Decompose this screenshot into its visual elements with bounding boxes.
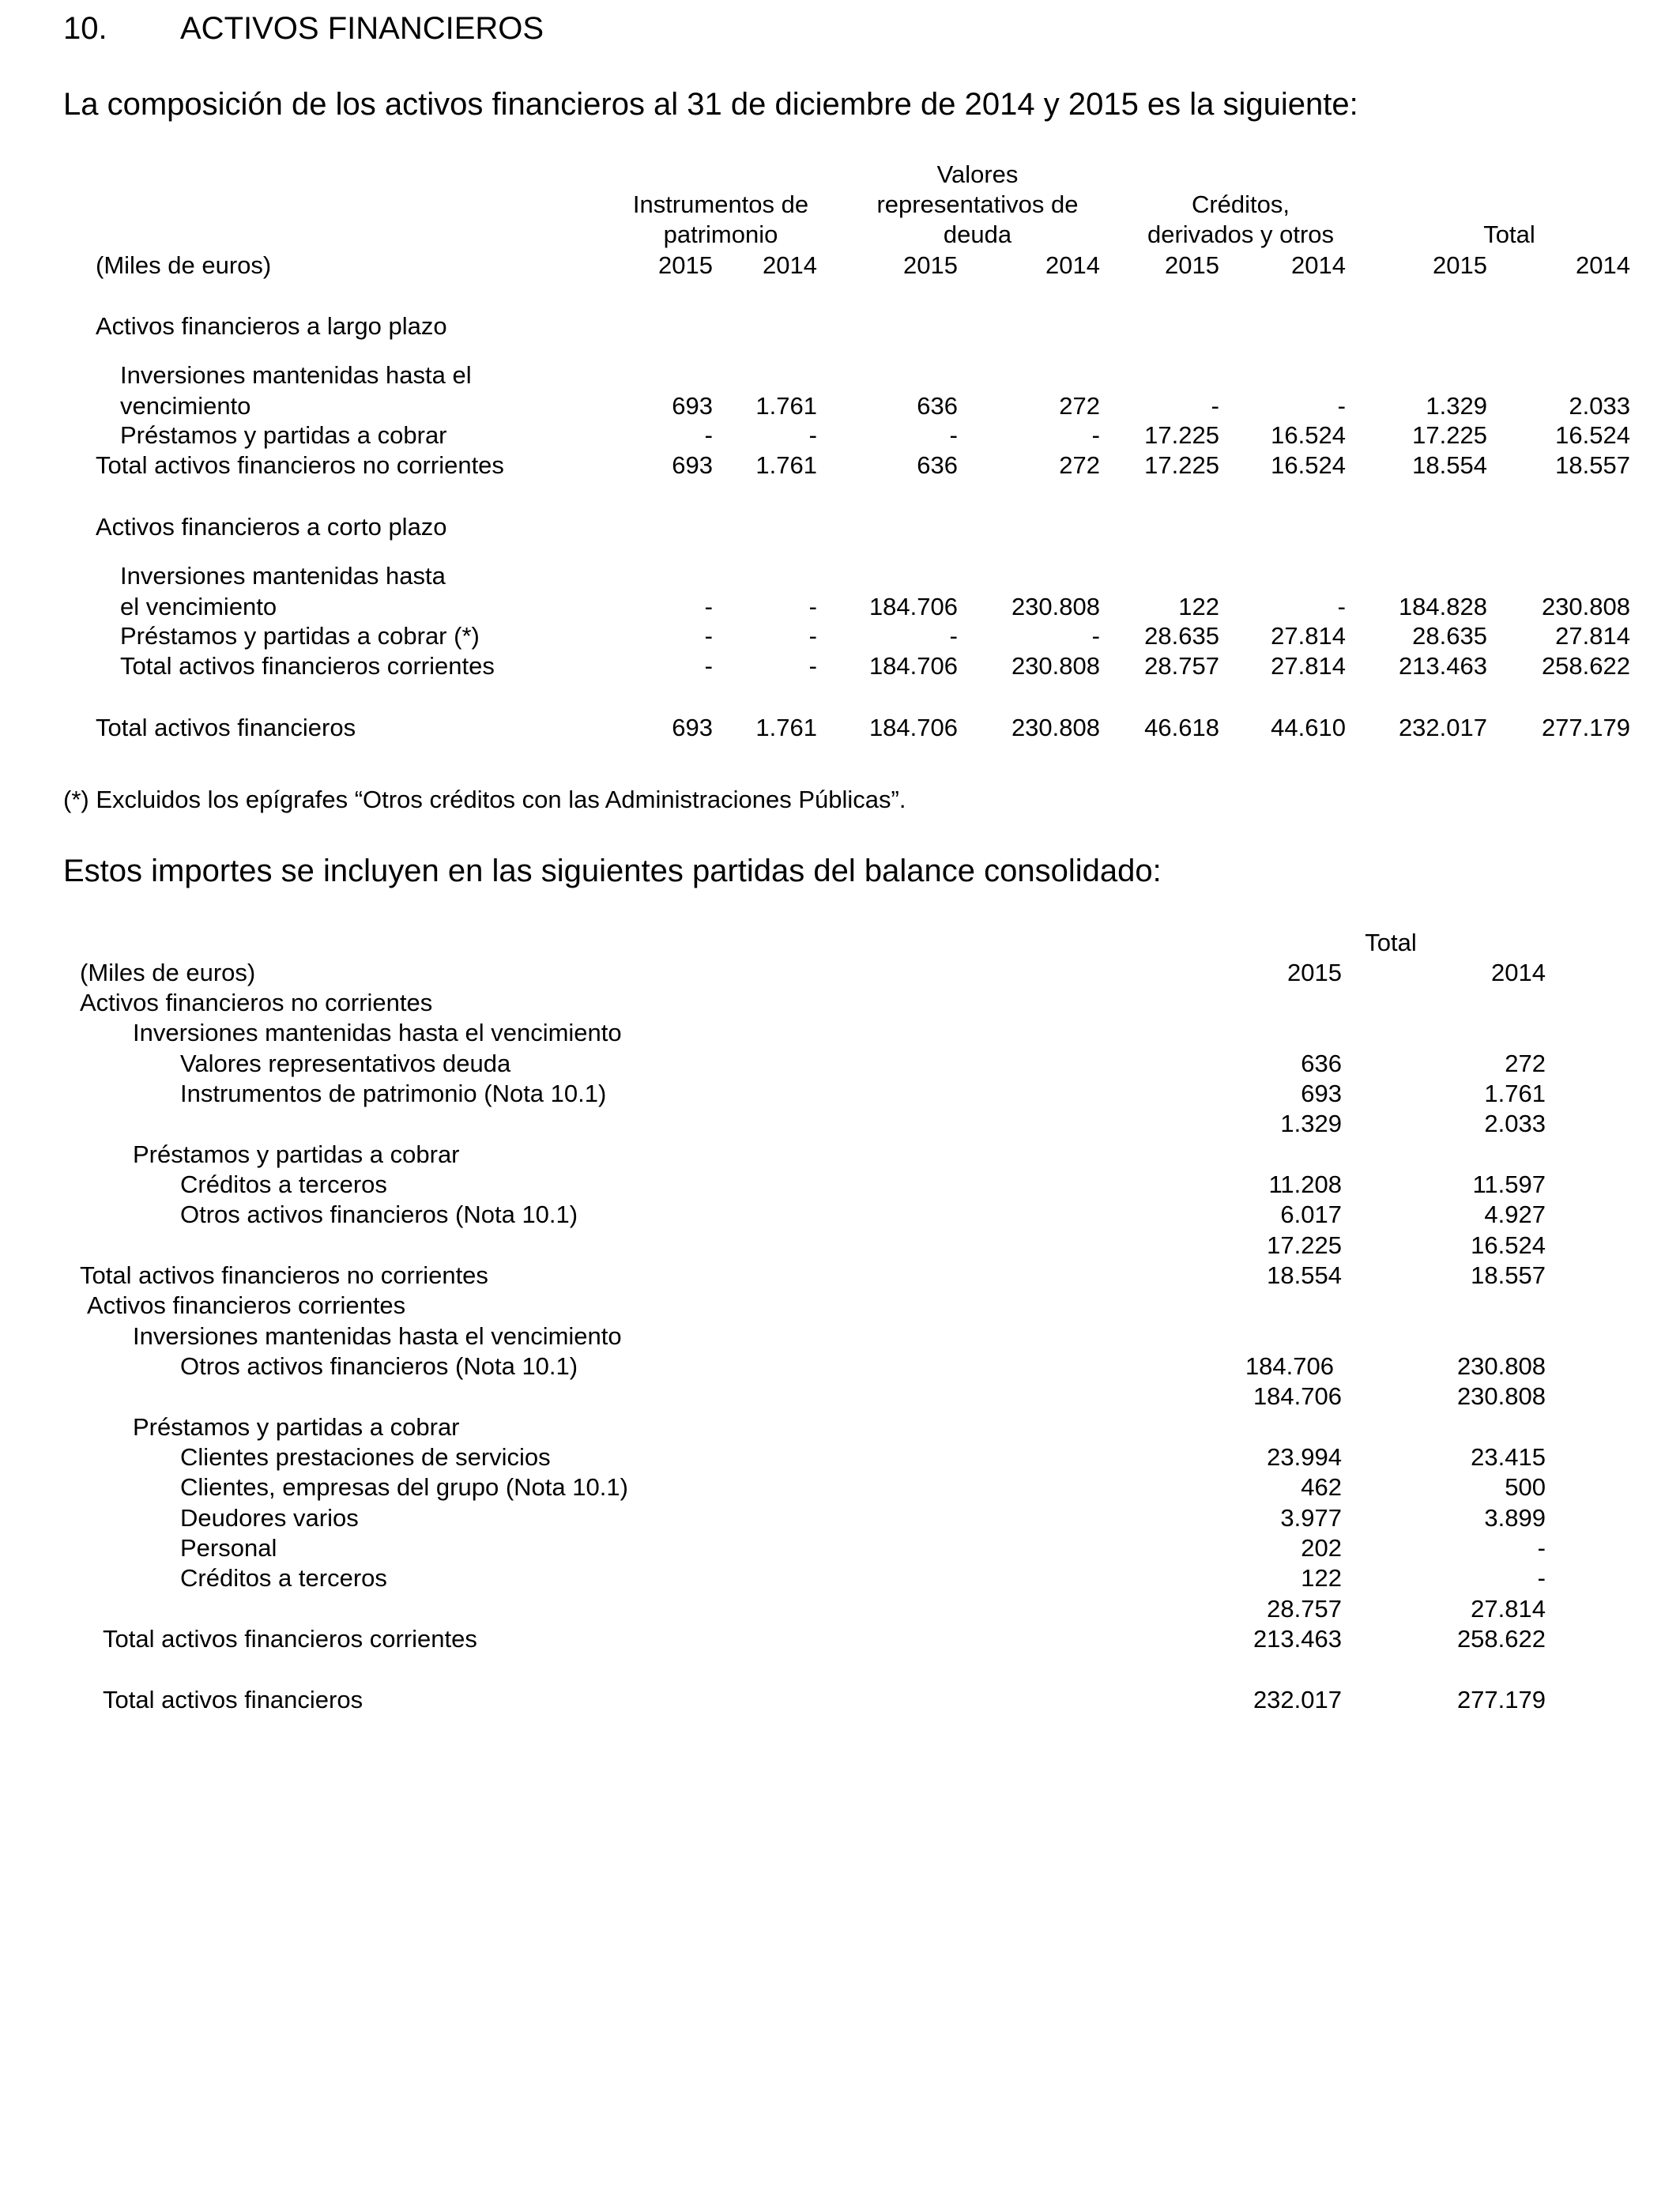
table-cell: 16.524 [1271, 451, 1346, 479]
column-group-header: Instrumentos de [632, 190, 809, 218]
row-label: Inversiones mantenidas hasta el [120, 361, 472, 389]
table-cell: - [808, 421, 817, 449]
cell-2015: 462 [1301, 1473, 1342, 1501]
column-group-header: Total [1483, 221, 1535, 248]
row-label: Préstamos y partidas a cobrar [120, 421, 447, 449]
table-cell: 272 [1059, 451, 1100, 479]
row-label: Créditos a terceros [180, 1564, 387, 1592]
table-cell: - [704, 421, 713, 449]
cell-2014: 4.927 [1484, 1201, 1546, 1228]
cell-2015: 636 [1301, 1050, 1342, 1077]
row-label: Activos financieros a largo plazo [96, 312, 447, 340]
column-group-header: deuda [943, 221, 1012, 248]
row-label: Créditos a terceros [180, 1171, 387, 1198]
row-label: Clientes, empresas del grupo (Nota 10.1) [180, 1473, 628, 1501]
row-label: Deudores varios [180, 1504, 359, 1532]
table-cell: 184.706 [868, 592, 958, 620]
table-cell: 272 [1059, 391, 1100, 420]
cell-2014: 272 [1505, 1050, 1546, 1077]
table-cell: 184.828 [1398, 592, 1487, 620]
table-cell: 636 [917, 451, 958, 479]
cell-2015: 213.463 [1252, 1625, 1342, 1653]
cell-2014: - [1537, 1564, 1546, 1592]
cell-2015: 28.757 [1267, 1595, 1342, 1623]
cell-2014: 500 [1505, 1473, 1546, 1501]
section-number: 10. [63, 11, 107, 46]
year-header: 2014 [1491, 959, 1546, 986]
table-cell: 693 [672, 714, 713, 741]
table-cell: 230.808 [1011, 652, 1100, 680]
table-cell: 16.524 [1271, 421, 1346, 449]
units-label: (Miles de euros) [96, 251, 272, 279]
table-cell: 2.033 [1569, 391, 1630, 420]
row-label: Total activos financieros [103, 1686, 363, 1713]
table-cell: 27.814 [1555, 622, 1630, 650]
table-cell: 17.225 [1144, 451, 1219, 479]
table-cell: 27.814 [1271, 652, 1346, 680]
cell-2015: 1.329 [1280, 1110, 1342, 1137]
cell-2014: - [1537, 1534, 1546, 1562]
table-cell: 184.706 [868, 652, 958, 680]
cell-2015: 23.994 [1267, 1443, 1342, 1471]
year-header: 2015 [1433, 251, 1487, 279]
row-label: Total activos financieros no corrientes [80, 1261, 488, 1289]
row-label: Total activos financieros corrientes [103, 1625, 477, 1653]
table-cell: - [1211, 391, 1219, 420]
table-cell: 693 [672, 451, 713, 479]
column-group-header: representativos de [876, 190, 1079, 218]
row-label: Inversiones mantenidas hasta el vencimiento [133, 1322, 622, 1350]
cell-2014: 2.033 [1484, 1110, 1546, 1137]
footnote: (*) Excluidos los epígrafes “Otros créditos con las Administraciones Públicas”. [63, 786, 906, 813]
section-title: ACTIVOS FINANCIEROS [180, 11, 544, 46]
cell-2015: 3.977 [1280, 1504, 1342, 1532]
table-cell: 1.761 [755, 391, 817, 420]
row-label: Activos financieros corrientes [87, 1291, 406, 1319]
cell-2015: 202 [1301, 1534, 1342, 1562]
row-label: Clientes prestaciones de servicios [180, 1443, 551, 1471]
cell-2015: 693 [1301, 1080, 1342, 1107]
column-group-header: patrimonio [663, 221, 778, 248]
row-label: vencimiento [120, 391, 251, 420]
row-label: Instrumentos de patrimonio (Nota 10.1) [180, 1080, 607, 1107]
table-cell: 17.225 [1412, 421, 1487, 449]
column-group-header: derivados y otros [1147, 221, 1335, 248]
row-label: Préstamos y partidas a cobrar (*) [120, 622, 480, 650]
row-label: Total activos financieros no corrientes [96, 451, 504, 479]
table-cell: - [1337, 592, 1346, 620]
cell-2014: 1.761 [1484, 1080, 1546, 1107]
table-cell: 184.706 [868, 714, 958, 741]
year-header: 2014 [1045, 251, 1100, 279]
intro-paragraph: La composición de los activos financieros al 31 de diciembre de 2014 y 2015 es la siguiente: [63, 87, 1358, 122]
year-header: 2014 [1291, 251, 1346, 279]
cell-2014: 258.622 [1456, 1625, 1546, 1653]
table-cell: 277.179 [1541, 714, 1630, 741]
table-cell: 16.524 [1555, 421, 1630, 449]
cell-2015: 184.706 [1245, 1352, 1334, 1380]
table-cell: - [704, 592, 713, 620]
cell-2014: 18.557 [1471, 1261, 1546, 1289]
year-header: 2015 [903, 251, 958, 279]
table-cell: - [808, 622, 817, 650]
units-label: (Miles de euros) [80, 959, 256, 986]
cell-2015: 17.225 [1267, 1231, 1342, 1259]
cell-2015: 232.017 [1252, 1686, 1342, 1713]
table-cell: 44.610 [1271, 714, 1346, 741]
row-label: Inversiones mantenidas hasta [120, 562, 446, 590]
table-cell: - [1091, 421, 1100, 449]
table-cell: 18.557 [1555, 451, 1630, 479]
cell-2014: 230.808 [1456, 1352, 1546, 1380]
table-cell: - [704, 652, 713, 680]
table-cell: 1.329 [1426, 391, 1487, 420]
table-cell: 230.808 [1011, 714, 1100, 741]
cell-2014: 16.524 [1471, 1231, 1546, 1259]
cell-2015: 11.208 [1268, 1171, 1342, 1198]
cell-2015: 184.706 [1252, 1382, 1342, 1410]
row-label: Total activos financieros corrientes [120, 652, 495, 680]
table-cell: 17.225 [1144, 421, 1219, 449]
table-cell: - [808, 592, 817, 620]
row-label: Valores representativos deuda [180, 1050, 511, 1077]
table-cell: - [704, 622, 713, 650]
row-label: Otros activos financieros (Nota 10.1) [180, 1201, 578, 1228]
year-header: 2015 [1287, 959, 1342, 986]
table-cell: 122 [1178, 592, 1219, 620]
cell-2014: 27.814 [1471, 1595, 1546, 1623]
table-cell: 230.808 [1011, 592, 1100, 620]
year-header: 2014 [763, 251, 817, 279]
table-cell: 28.635 [1412, 622, 1487, 650]
row-label: Total activos financieros [96, 714, 356, 741]
cell-2014: 11.597 [1472, 1171, 1546, 1198]
year-header: 2014 [1576, 251, 1630, 279]
table-cell: - [1337, 391, 1346, 420]
cell-2015: 6.017 [1280, 1201, 1342, 1228]
column-group-header: Valores [936, 160, 1019, 188]
cell-2014: 23.415 [1471, 1443, 1546, 1471]
column-group-header: Créditos, [1191, 190, 1290, 218]
table-cell: - [949, 421, 958, 449]
table-cell: - [1091, 622, 1100, 650]
cell-2014: 230.808 [1456, 1382, 1546, 1410]
table-cell: 28.635 [1144, 622, 1219, 650]
row-label: Activos financieros a corto plazo [96, 513, 447, 541]
table-cell: 28.757 [1144, 652, 1219, 680]
cell-2015: 18.554 [1267, 1261, 1342, 1289]
table-cell: 1.761 [755, 714, 817, 741]
table-cell: 636 [917, 391, 958, 420]
table-cell: 46.618 [1144, 714, 1219, 741]
row-label: Inversiones mantenidas hasta el vencimiento [133, 1019, 622, 1046]
total-header: Total [1365, 929, 1417, 956]
cell-2014: 277.179 [1456, 1686, 1546, 1713]
table-cell: 230.808 [1541, 592, 1630, 620]
table-cell: - [808, 652, 817, 680]
row-label: Otros activos financieros (Nota 10.1) [180, 1352, 578, 1380]
cell-2014: 3.899 [1484, 1504, 1546, 1532]
balance-intro-paragraph: Estos importes se incluyen en las siguientes partidas del balance consolidado: [63, 854, 1162, 888]
table-cell: 232.017 [1398, 714, 1487, 741]
row-label: el vencimiento [120, 592, 277, 620]
cell-2015: 122 [1301, 1564, 1342, 1592]
row-label: Personal [180, 1534, 277, 1562]
table-cell: 1.761 [755, 451, 817, 479]
row-label: Préstamos y partidas a cobrar [133, 1140, 460, 1168]
table-cell: 27.814 [1271, 622, 1346, 650]
year-header: 2015 [1165, 251, 1219, 279]
table-cell: 258.622 [1541, 652, 1630, 680]
table-cell: - [949, 622, 958, 650]
year-header: 2015 [658, 251, 713, 279]
table-cell: 213.463 [1398, 652, 1487, 680]
row-label: Préstamos y partidas a cobrar [133, 1413, 460, 1441]
table-cell: 693 [672, 391, 713, 420]
row-label: Activos financieros no corrientes [80, 989, 433, 1016]
table-cell: 18.554 [1412, 451, 1487, 479]
